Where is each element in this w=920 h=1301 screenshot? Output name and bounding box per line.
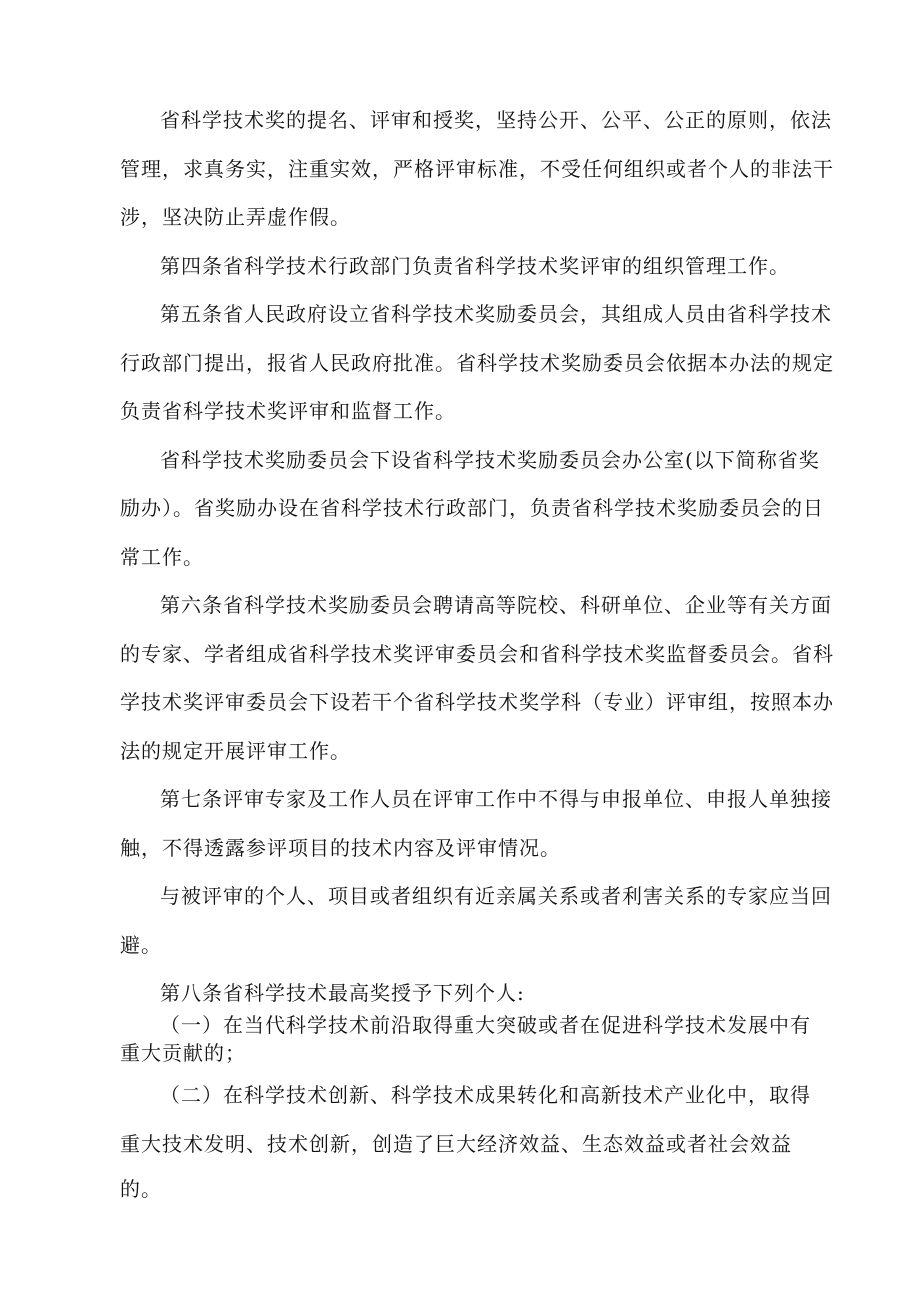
text-line: 涉，坚决防止弄虚作假。 <box>120 205 351 229</box>
text-line: 行政部门提出，报省人民政府批准。省科学技术奖励委员会依据本办法的规定 <box>120 351 834 375</box>
text-line: 触，不得透露参评项目的技术内容及评审情况。 <box>120 836 561 860</box>
text-line: 与被评审的个人、项目或者组织有近亲属关系或者利害关系的专家应当回 <box>160 884 832 908</box>
text-line: 的。 <box>120 1177 162 1201</box>
text-line: 重大技术发明、技术创新，创造了巨大经济效益、生态效益或者社会效益 <box>120 1132 792 1156</box>
text-line: 管理，求真务实，注重实效，严格评审标准，不受任何组织或者个人的非法干 <box>120 157 834 181</box>
text-line: （二）在科学技术创新、科学技术成果转化和高新技术产业化中，取得 <box>160 1083 811 1107</box>
text-line: 第八条省科学技术最高奖授予下列个人: <box>160 981 525 1005</box>
text-line: 法的规定开展评审工作。 <box>120 739 351 763</box>
text-line: 的专家、学者组成省科学技术奖评审委员会和省科学技术奖监督委员会。省科 <box>120 642 834 666</box>
text-line: 省科学技术奖的提名、评审和授奖，坚持公开、公平、公正的原则，依法 <box>160 108 832 132</box>
text-line: 省科学技术奖励委员会下设省科学技术奖励委员会办公室(以下简称省奖 <box>160 448 820 472</box>
text-line: 避。 <box>120 933 162 957</box>
text-line: 第四条省科学技术行政部门负责省科学技术奖评审的组织管理工作。 <box>160 254 790 278</box>
text-line: 第五条省人民政府设立省科学技术奖励委员会，其组成人员由省科学技术 <box>160 302 832 326</box>
text-line: 重大贡献的； <box>120 1041 246 1065</box>
text-line: 常工作。 <box>120 545 204 569</box>
text-line: 励办）。省奖励办设在省科学技术行政部门，负责省科学技术奖励委员会的日 <box>120 496 824 520</box>
text-line: 第七条评审专家及工作人员在评审工作中不得与申报单位、申报人单独接 <box>160 787 832 811</box>
text-line: （一）在当代科学技术前沿取得重大突破或者在促进科学技术发展中有 <box>160 1013 811 1037</box>
text-line: 负责省科学技术奖评审和监督工作。 <box>120 399 456 423</box>
text-line: 学技术奖评审委员会下设若干个省科学技术奖学科（专业）评审组，按照本办 <box>120 690 834 714</box>
text-line: 第六条省科学技术奖励委员会聘请高等院校、科研单位、企业等有关方面 <box>160 593 832 617</box>
